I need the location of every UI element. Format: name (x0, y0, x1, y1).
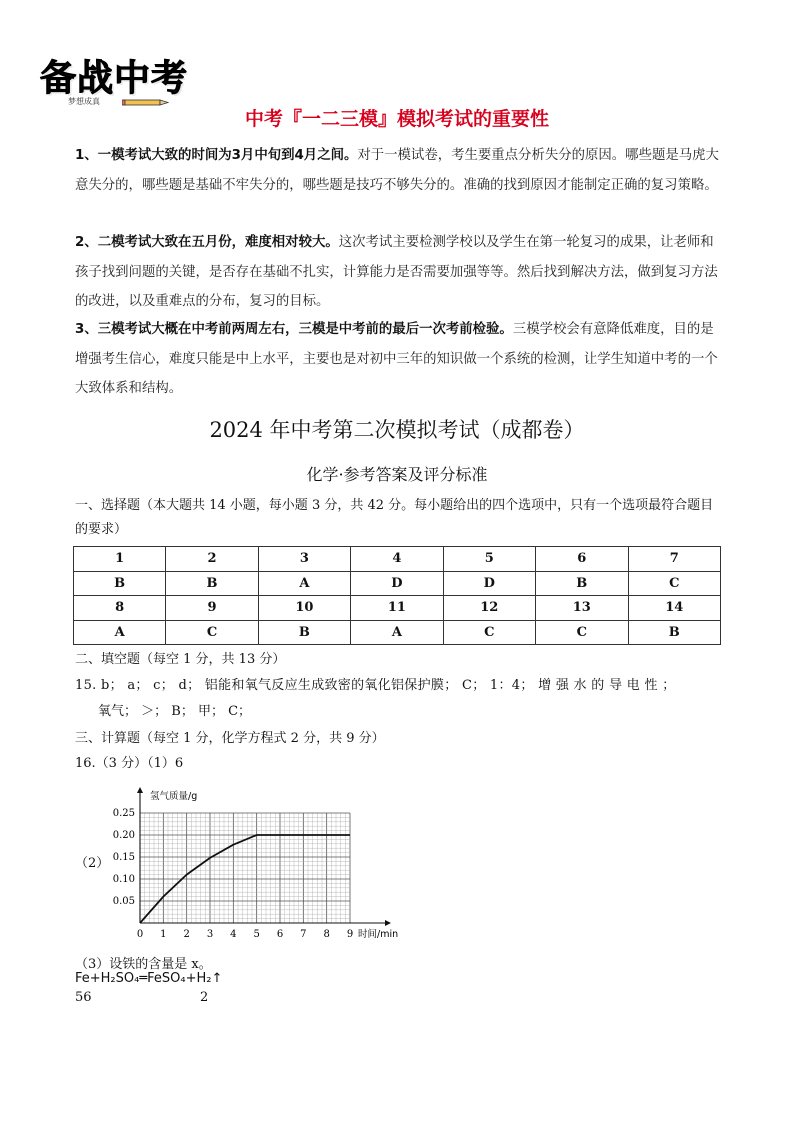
paragraph-2-bold: 2、二模考试大致在五月份，难度相对较大。 (75, 235, 339, 250)
x-axis-arrow (385, 920, 391, 926)
answer-cell: C (628, 571, 721, 596)
y-tick-label: 0.20 (112, 830, 135, 841)
question-number-cell: 5 (443, 547, 535, 572)
answer-table-row (74, 571, 721, 596)
paragraph-2-text: 这次考试主要检测学校以及学生在第一轮复习的成果，让老师和孩子找到问题的关键，是否存在基础不扎实，计算能力是否需要加强等等。然后找到解决方法，做到复习方法的改进，以及重难点的分布，复习的目标。 (75, 235, 718, 309)
answer-cell: B (258, 620, 350, 645)
q16-line: 16.（3 分）（1）6 (75, 756, 184, 771)
paragraph-1-text: 对于一模试卷，考生要重点分析失分的原因。哪些题是马虎大意失分的，哪些题是基础不牢失分的，哪些题是技巧不够失分的。准确的找到原因才能制定正确的复习策略。 (75, 148, 719, 193)
logo-text: 备战中考 (40, 58, 189, 99)
equation-right-number: 2 (200, 990, 209, 1005)
logo-subtitle: 梦想成真 (68, 97, 100, 106)
x-tick-label: 5 (253, 929, 260, 940)
paragraph-3-bold: 3、三模考试大概在中考前两周左右，三模是中考前的最后一次考前检验。 (75, 322, 513, 337)
x-tick-label: 2 (183, 929, 190, 940)
question-number-cell: 1 (74, 547, 166, 572)
y-tick-label: 0.10 (112, 874, 135, 885)
answer-table-row (74, 596, 721, 621)
answer-table-row (74, 547, 721, 572)
page-header-title: 中考『一二三模』模拟考试的重要性 (244, 108, 549, 130)
q15-line-2: 氧气； ＞； B； 甲； C； (98, 704, 252, 719)
x-axis-label: 时间/min (358, 929, 399, 940)
question-number-cell: 14 (628, 596, 721, 621)
y-tick-label: 0.15 (112, 852, 135, 863)
question-number-cell: 10 (258, 596, 350, 621)
question-number-cell: 7 (628, 547, 721, 572)
equation-left-number: 56 (75, 990, 92, 1005)
question-number-cell: 13 (536, 596, 628, 621)
answer-cell: A (351, 620, 443, 645)
section-2-heading: 二、填空题（每空 1 分，共 13 分） (75, 652, 286, 667)
question-number-cell: 9 (166, 596, 258, 621)
x-tick-label: 4 (230, 929, 237, 940)
answer-cell: C (166, 620, 258, 645)
y-tick-label: 0.05 (112, 896, 135, 907)
question-number-cell: 3 (258, 547, 350, 572)
hydrogen-mass-chart (100, 780, 420, 950)
x-tick-label: 9 (346, 929, 354, 940)
answer-cell: B (166, 571, 258, 596)
x-tick-label: 0 (136, 929, 144, 940)
y-axis-arrow (137, 787, 143, 793)
question-number-cell: 12 (443, 596, 535, 621)
question-number-cell: 2 (166, 547, 258, 572)
x-tick-label: 7 (300, 929, 307, 940)
answer-cell: C (443, 620, 535, 645)
question-number-cell: 6 (536, 547, 628, 572)
x-tick-label: 6 (276, 929, 284, 940)
paragraph-3-text: 三模学校会有意降低难度，目的是增强考生信心，难度只能是中上水平，主要也是对初中三年的知识做一个系统的检测，让学生知道中考的一个大致体系和结构。 (75, 322, 718, 396)
exam-subtitle: 化学·参考答案及评分标准 (306, 465, 488, 484)
question-number-cell: 11 (351, 596, 443, 621)
x-tick-label: 1 (160, 929, 167, 940)
answer-cell: A (258, 571, 350, 596)
answer-cell: D (443, 571, 535, 596)
brand-logo (40, 50, 190, 112)
chemical-equation: Fe+H₂SO₄═FeSO₄+H₂↑ (75, 971, 223, 986)
paragraph-2 (75, 228, 725, 317)
paragraph-3 (75, 315, 725, 404)
answer-cell: D (351, 571, 443, 596)
x-tick-label: 8 (323, 929, 330, 940)
section-3-heading: 三、计算题（每空 1 分，化学方程式 2 分，共 9 分） (75, 731, 385, 746)
q15-line-1: 15. b； a； c； d； 铝能和氧气反应生成致密的氧化铝保护膜； C； 1：4； 增 强 水 的 导 电 性 ； (75, 678, 676, 693)
answer-table (73, 546, 721, 645)
q16-part2-label: （2） (75, 856, 110, 871)
answer-cell: B (74, 571, 166, 596)
paragraph-1 (75, 141, 725, 200)
question-number-cell: 8 (74, 596, 166, 621)
y-axis-label: 氢气质量/g (150, 791, 198, 802)
answer-cell: B (536, 571, 628, 596)
x-tick-label: 3 (206, 929, 214, 940)
answer-table-row (74, 620, 721, 645)
section-1-heading: 一、选择题（本大题共 14 小题，每小题 3 分，共 42 分。每小题给出的四个选项中，只有一个选项最符合题目的要求） (75, 498, 714, 537)
answer-cell: B (628, 620, 721, 645)
question-number-cell: 4 (351, 547, 443, 572)
paragraph-1-bold: 1、一模考试大致的时间为3月中旬到4月之间。 (75, 148, 358, 163)
y-tick-label: 0.25 (112, 808, 135, 819)
exam-title: 2024 年中考第二次模拟考试（成都卷） (209, 418, 585, 442)
answer-cell: C (536, 620, 628, 645)
q16-part3: （3）设铁的含量是 x。 (75, 957, 212, 972)
answer-cell: A (74, 620, 166, 645)
